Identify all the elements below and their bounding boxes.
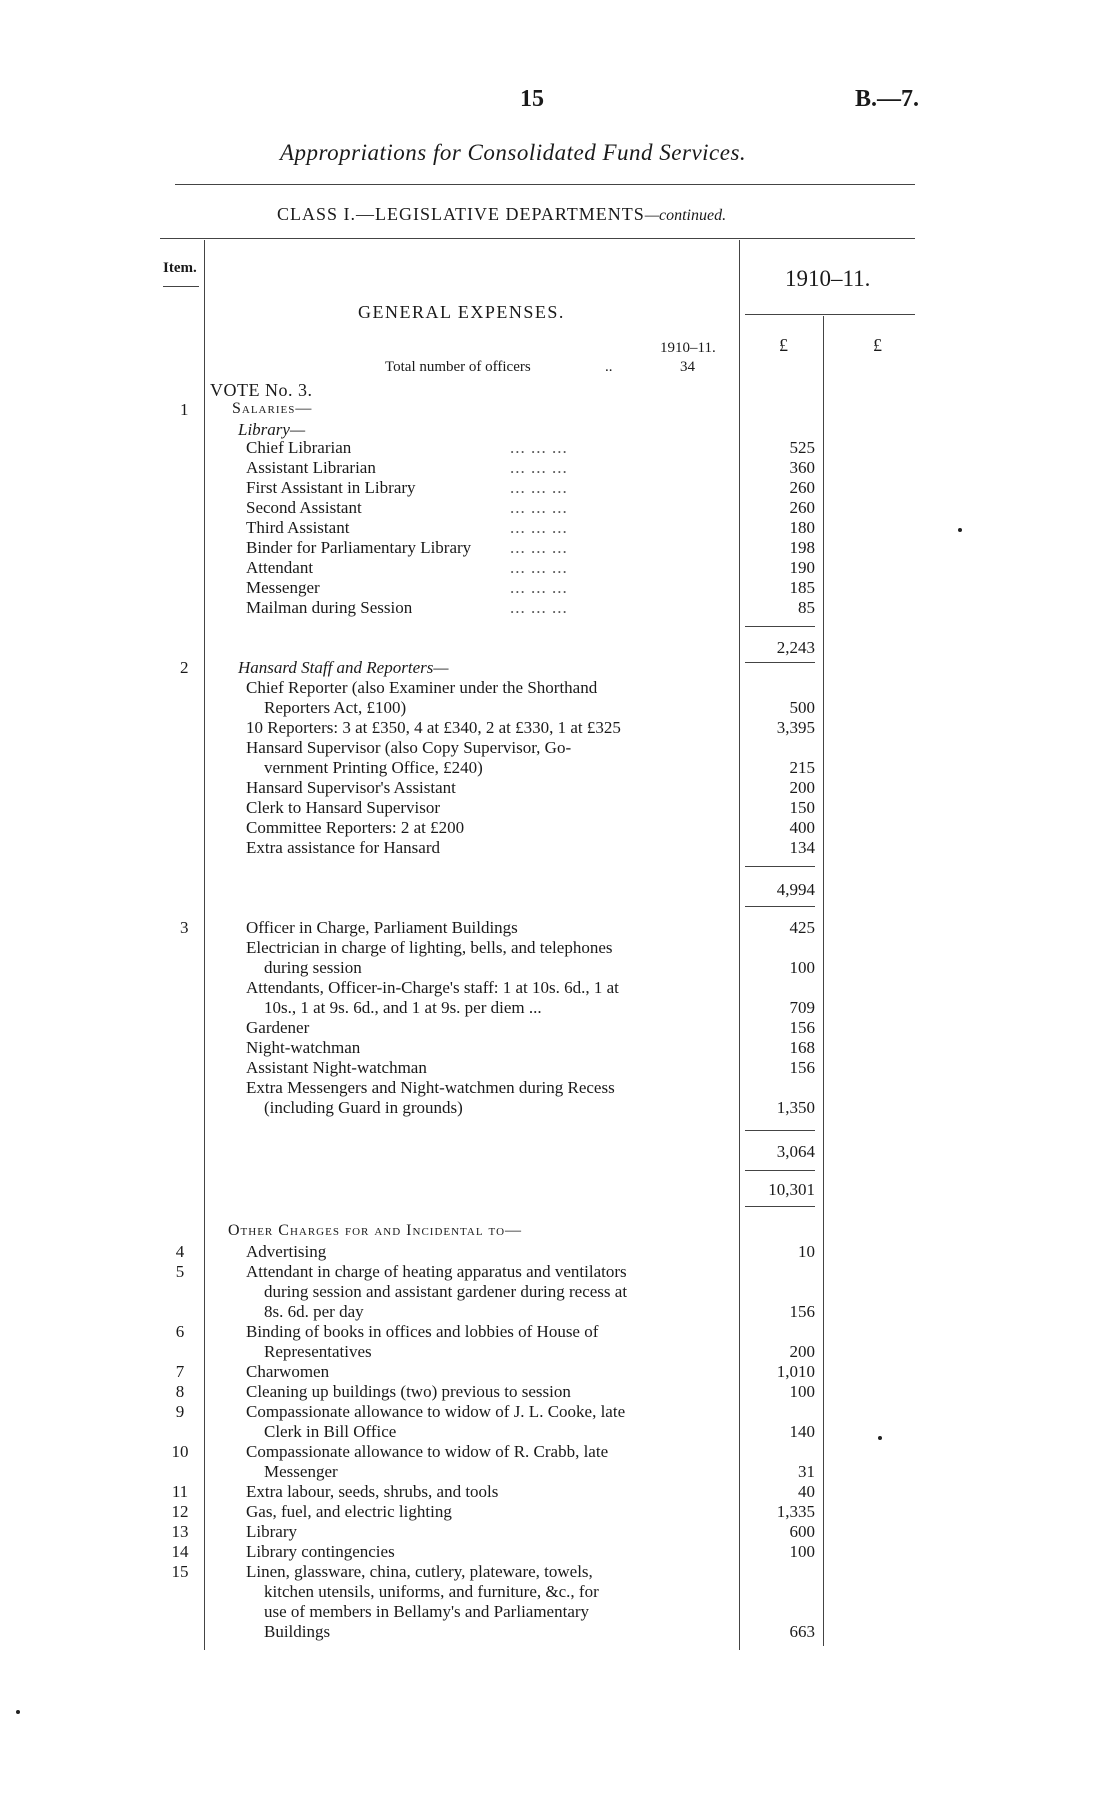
- row-label: Extra labour, seeds, shrubs, and tools: [246, 1482, 499, 1501]
- row-label: Advertising: [246, 1242, 327, 1261]
- row-label: Binder for Parliamentary Library: [246, 538, 472, 557]
- library-row: [0, 478, 1114, 498]
- buildings-subtotal: 3,064: [776, 1142, 815, 1161]
- other-charges-row: [0, 1342, 1114, 1362]
- buildings-total-rule: [745, 1170, 815, 1171]
- buildings-row: [0, 1078, 1114, 1098]
- row-label: Attendant in charge of heating apparatus and ventilators: [246, 1262, 627, 1281]
- hansard-subtotal-rule: [745, 866, 815, 867]
- row-amount: 40: [798, 1482, 815, 1501]
- other-charges-row: [0, 1302, 1114, 1322]
- row-amount: 425: [789, 918, 815, 937]
- item-number-library: 1: [180, 400, 189, 419]
- buildings-row: [0, 1058, 1114, 1078]
- section-title: GENERAL EXPENSES.: [358, 302, 565, 322]
- row-label: use of members in Bellamy's and Parliamentary: [264, 1602, 590, 1621]
- hansard-heading: Hansard Staff and Reporters—: [238, 658, 449, 677]
- row-amount: 156: [789, 1018, 815, 1037]
- library-row: [0, 578, 1114, 598]
- hansard-row: [0, 798, 1114, 818]
- row-label: Assistant Librarian: [246, 458, 376, 477]
- row-label: Gardener: [246, 1018, 310, 1037]
- row-label: Electrician in charge of lighting, bells, and telephones: [246, 938, 613, 957]
- item-number: 4: [175, 1242, 185, 1261]
- salaries-total: 10,301: [768, 1180, 815, 1199]
- row-amount: 100: [789, 1542, 815, 1561]
- row-label: Assistant Night-watchman: [246, 1058, 427, 1077]
- other-charges-row: [0, 1482, 1114, 1502]
- buildings-row: [0, 1018, 1114, 1038]
- row-amount: 10: [798, 1242, 815, 1261]
- item-number: 13: [171, 1522, 189, 1541]
- row-amount: 3,395: [776, 718, 815, 737]
- hansard-row: [0, 818, 1114, 838]
- row-label: vernment Printing Office, £240): [264, 758, 483, 777]
- hansard-row: [0, 698, 1114, 718]
- buildings-row: [0, 958, 1114, 978]
- officers-dots: ..: [605, 359, 613, 375]
- other-charges-row: [0, 1522, 1114, 1542]
- row-label: Buildings: [264, 1622, 331, 1641]
- title-rule: [175, 184, 915, 185]
- buildings-row: [0, 1098, 1114, 1118]
- other-charges-heading: Other Charges for and Incidental to—: [228, 1222, 523, 1239]
- row-amount: 260: [789, 478, 815, 497]
- row-label: 10 Reporters: 3 at £350, 4 at £340, 2 at £330, 1 at £325: [246, 718, 621, 737]
- other-charges-row: [0, 1622, 1114, 1642]
- row-amount: 180: [789, 518, 815, 537]
- other-charges-row: [0, 1362, 1114, 1382]
- row-label: kitchen utensils, uniforms, and furniture, &c., for: [264, 1582, 599, 1601]
- row-label: Compassionate allowance to widow of J. L. Cooke, late: [246, 1402, 626, 1421]
- item-number: 10: [171, 1442, 189, 1461]
- row-label: Chief Librarian: [246, 438, 352, 457]
- row-label: Extra Messengers and Night-watchmen during Recess: [246, 1078, 615, 1097]
- document-reference: B.—7.: [855, 86, 920, 112]
- other-charges-row: [0, 1462, 1114, 1482]
- leader-dots: ... ... ...: [510, 438, 568, 457]
- other-charges-row: [0, 1422, 1114, 1442]
- row-amount: 198: [789, 538, 815, 557]
- row-amount: 360: [789, 458, 815, 477]
- library-row: [0, 518, 1114, 538]
- row-amount: 200: [789, 778, 815, 797]
- row-label: Charwomen: [246, 1362, 330, 1381]
- row-amount: 150: [789, 798, 815, 817]
- buildings-row: [0, 1038, 1114, 1058]
- row-label: Hansard Supervisor (also Copy Supervisor, Go-: [246, 738, 572, 757]
- officers-label: Total number of officers: [385, 359, 531, 375]
- row-label: Chief Reporter (also Examiner under the Shorthand: [246, 678, 598, 697]
- row-amount: 100: [789, 958, 815, 977]
- leader-dots: ... ... ...: [510, 538, 568, 557]
- leader-dots: ... ... ...: [510, 458, 568, 477]
- pound-sign-col2: £: [873, 335, 882, 355]
- hansard-subtotal-underline: [745, 906, 815, 907]
- library-heading: Library—: [238, 420, 306, 439]
- row-label: Third Assistant: [246, 518, 350, 537]
- row-amount: 31: [798, 1462, 815, 1481]
- row-label: Hansard Supervisor's Assistant: [246, 778, 456, 797]
- row-amount: 140: [789, 1422, 815, 1441]
- hansard-row: [0, 678, 1114, 698]
- library-row: [0, 558, 1114, 578]
- hansard-row: [0, 718, 1114, 738]
- item-number: 9: [175, 1402, 185, 1421]
- row-amount: 168: [789, 1038, 815, 1057]
- row-label: Committee Reporters: 2 at £200: [246, 818, 465, 837]
- buildings-subtotal-rule: [745, 1130, 815, 1131]
- other-charges-row: [0, 1282, 1114, 1302]
- buildings-row: [0, 938, 1114, 958]
- item-number: 6: [175, 1322, 185, 1341]
- row-label: Night-watchman: [246, 1038, 361, 1057]
- other-charges-row: [0, 1442, 1114, 1462]
- row-label: during session and assistant gardener during recess at: [264, 1282, 628, 1301]
- row-label: Messenger: [246, 578, 320, 597]
- row-amount: 215: [789, 758, 815, 777]
- row-label: Binding of books in offices and lobbies of House of: [246, 1322, 599, 1341]
- officers-count: 34: [680, 359, 695, 375]
- other-charges-row: [0, 1402, 1114, 1422]
- item-number: 11: [171, 1482, 189, 1501]
- row-amount: 600: [789, 1522, 815, 1541]
- item-number: 12: [171, 1502, 189, 1521]
- row-label: Attendant: [246, 558, 314, 577]
- hansard-row: [0, 758, 1114, 778]
- row-amount: 156: [789, 1302, 815, 1321]
- item-number: 8: [175, 1382, 185, 1401]
- table-top-rule: [160, 238, 915, 239]
- other-charges-row: [0, 1502, 1114, 1522]
- row-amount: 85: [798, 598, 815, 617]
- row-label: Gas, fuel, and electric lighting: [246, 1502, 452, 1521]
- item-number: 15: [171, 1562, 189, 1581]
- row-label: during session: [264, 958, 362, 977]
- row-label: (including Guard in grounds): [264, 1098, 463, 1117]
- library-row: [0, 438, 1114, 458]
- officers-year: 1910–11.: [660, 340, 716, 356]
- row-amount: 200: [789, 1342, 815, 1361]
- leader-dots: ... ... ...: [510, 578, 568, 597]
- row-amount: 1,350: [776, 1098, 815, 1117]
- row-amount: 134: [789, 838, 815, 857]
- item-number-hansard: 2: [180, 658, 189, 677]
- row-label: Linen, glassware, china, cutlery, plateware, towels,: [246, 1562, 593, 1581]
- row-label: 10s., 1 at 9s. 6d., and 1 at 9s. per diem ...: [264, 998, 542, 1017]
- row-label: Representatives: [264, 1342, 372, 1361]
- library-subtotal: 2,243: [776, 638, 815, 657]
- row-label: First Assistant in Library: [246, 478, 416, 497]
- other-charges-row: [0, 1562, 1114, 1582]
- row-amount: 525: [789, 438, 815, 457]
- row-amount: 400: [789, 818, 815, 837]
- row-amount: 156: [789, 1058, 815, 1077]
- hansard-subtotal: 4,994: [776, 880, 815, 899]
- library-row: [0, 458, 1114, 478]
- class-heading: [277, 204, 726, 225]
- year-column-header: 1910–11.: [785, 266, 871, 291]
- row-label: Second Assistant: [246, 498, 362, 517]
- row-label: Extra assistance for Hansard: [246, 838, 441, 857]
- row-amount: 260: [789, 498, 815, 517]
- leader-dots: ... ... ...: [510, 518, 568, 537]
- other-charges-row: [0, 1602, 1114, 1622]
- year-header-rule: [745, 314, 915, 315]
- row-label: Reporters Act, £100): [264, 698, 407, 717]
- salaries-total-underline: [745, 1206, 815, 1207]
- margin-mark: [958, 528, 962, 532]
- library-row: [0, 598, 1114, 618]
- other-charges-row: [0, 1542, 1114, 1562]
- page-number: 15: [520, 86, 544, 112]
- row-amount: 709: [789, 998, 815, 1017]
- row-amount: 500: [789, 698, 815, 717]
- other-charges-row: [0, 1382, 1114, 1402]
- row-amount: 100: [789, 1382, 815, 1401]
- item-header-rule: [163, 286, 199, 287]
- row-amount: 1,335: [776, 1502, 815, 1521]
- library-row: [0, 498, 1114, 518]
- row-label: Mailman during Session: [246, 598, 413, 617]
- other-charges-row: [0, 1242, 1114, 1262]
- vote-number: VOTE No. 3.: [210, 380, 313, 400]
- item-number: 7: [175, 1362, 185, 1381]
- other-charges-row: [0, 1322, 1114, 1342]
- hansard-row: [0, 838, 1114, 858]
- library-subtotal-underline: [745, 662, 815, 663]
- row-label: Attendants, Officer-in-Charge's staff: 1 at 10s. 6d., 1 at: [246, 978, 619, 997]
- row-label: Messenger: [264, 1462, 338, 1481]
- row-label: Officer in Charge, Parliament Buildings: [246, 918, 518, 937]
- item-number-buildings: 3: [180, 918, 189, 937]
- leader-dots: ... ... ...: [510, 498, 568, 517]
- buildings-row: [0, 998, 1114, 1018]
- row-amount: 185: [789, 578, 815, 597]
- other-charges-row: [0, 1582, 1114, 1602]
- row-label: Clerk to Hansard Supervisor: [246, 798, 441, 817]
- row-label: Library: [246, 1522, 297, 1541]
- library-subtotal-rule: [745, 626, 815, 627]
- item-number: 14: [171, 1542, 189, 1561]
- item-column-header: Item.: [163, 260, 197, 276]
- row-label: Compassionate allowance to widow of R. Crabb, late: [246, 1442, 609, 1461]
- row-amount: 190: [789, 558, 815, 577]
- margin-mark: [16, 1710, 20, 1714]
- library-row: [0, 538, 1114, 558]
- row-label: 8s. 6d. per day: [264, 1302, 364, 1321]
- margin-mark: [878, 1436, 882, 1440]
- leader-dots: ... ... ...: [510, 478, 568, 497]
- item-number: 5: [175, 1262, 185, 1281]
- hansard-row: [0, 738, 1114, 758]
- page-title: Appropriations for Consolidated Fund Services.: [280, 140, 747, 165]
- hansard-row: [0, 778, 1114, 798]
- buildings-row: [0, 978, 1114, 998]
- row-label: Clerk in Bill Office: [264, 1422, 397, 1441]
- other-charges-row: [0, 1262, 1114, 1282]
- buildings-row: [0, 918, 1114, 938]
- class-title: CLASS I.—LEGISLATIVE DEPARTMENTS: [277, 204, 645, 224]
- leader-dots: ... ... ...: [510, 598, 568, 617]
- class-continued: —continued.: [644, 207, 727, 224]
- pound-sign-col1: £: [779, 335, 788, 355]
- leader-dots: ... ... ...: [510, 558, 568, 577]
- row-label: Library contingencies: [246, 1542, 395, 1561]
- row-label: Cleaning up buildings (two) previous to session: [246, 1382, 571, 1401]
- salaries-heading: Salaries—: [232, 400, 313, 417]
- row-amount: 1,010: [776, 1362, 815, 1381]
- row-amount: 663: [789, 1622, 815, 1641]
